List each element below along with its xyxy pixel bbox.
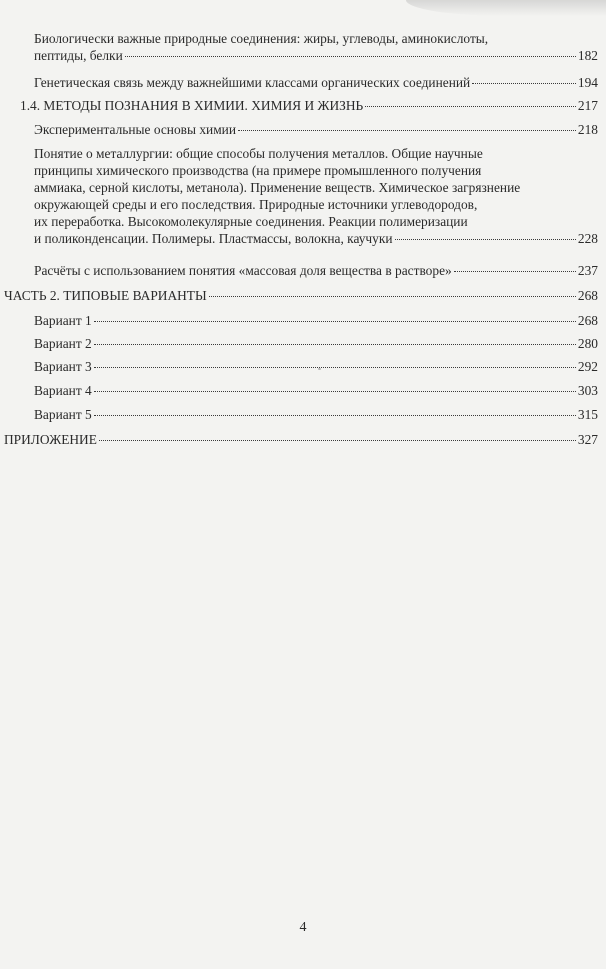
toc-entry-title: и поликонденсации. Полимеры. Пластмассы, волокна, каучуки xyxy=(34,231,393,246)
toc-entry-section-1-4 xyxy=(20,97,598,114)
toc-page-number: 280 xyxy=(577,336,598,351)
toc-entry-variant-4 xyxy=(34,382,598,399)
toc-entry-line: окружающей среды и его последствия. Природные источники углеводородов, xyxy=(34,197,478,212)
toc-page-number: 228 xyxy=(577,231,598,246)
toc-page-number: 292 xyxy=(577,359,598,374)
dot-leader xyxy=(94,415,576,416)
toc-entry-title: ПРИЛОЖЕНИЕ xyxy=(4,432,97,447)
toc-page-number: 237 xyxy=(577,263,598,278)
dot-leader xyxy=(125,56,576,57)
toc-entry-line: Понятие о металлургии: общие способы получения металлов. Общие научные xyxy=(34,146,483,161)
toc-entry-line: принципы химического производства (на примере промышленного получения xyxy=(34,163,482,178)
toc-entry-variant-3 xyxy=(34,358,598,375)
toc-entry-title: 1.4. МЕТОДЫ ПОЗНАНИЯ В ХИМИИ. ХИМИЯ И ЖИЗНЬ xyxy=(20,98,364,113)
toc-entry-experimental-basics xyxy=(34,121,598,138)
dot-leader xyxy=(472,83,576,84)
toc-page-number: 182 xyxy=(577,48,598,63)
toc-entry-metallurgy xyxy=(34,145,598,247)
toc-page-number: 194 xyxy=(577,75,598,90)
toc-page-number: 303 xyxy=(577,383,598,398)
toc-entry-title: Вариант 5 xyxy=(34,407,92,422)
toc-entry-biologically-important xyxy=(34,30,598,64)
toc-entry-mass-fraction xyxy=(34,262,598,279)
toc-page-number: 268 xyxy=(577,313,598,328)
toc-entry-title: Вариант 1 xyxy=(34,313,92,328)
toc-entry-line: аммиака, серной кислоты, метанола). Применение веществ. Химическое загрязнение xyxy=(34,180,521,195)
toc-entry-title: Экспериментальные основы химии xyxy=(34,122,236,137)
toc-entry-title: Вариант 4 xyxy=(34,383,92,398)
dot-leader xyxy=(209,296,576,297)
dot-leader xyxy=(395,239,576,240)
dot-leader xyxy=(238,130,576,131)
toc-entry-genetic-link xyxy=(34,74,598,91)
toc-entry-variant-5 xyxy=(34,406,598,423)
page-number: 4 xyxy=(299,920,307,935)
scan-edge-shadow xyxy=(406,0,606,16)
toc-entry-appendix xyxy=(4,431,598,448)
dot-leader xyxy=(365,106,576,107)
toc-page-number: 327 xyxy=(577,432,598,447)
dot-leader xyxy=(454,271,576,272)
toc-entry-title: Вариант 2 xyxy=(34,336,92,351)
scan-smudge xyxy=(318,368,321,370)
toc-entry-title: пептиды, белки xyxy=(34,48,123,63)
toc-entry-line: Биологически важные природные соединения: жиры, углеводы, аминокислоты, xyxy=(34,31,489,46)
toc-entry-title: ЧАСТЬ 2. ТИПОВЫЕ ВАРИАНТЫ xyxy=(4,288,207,303)
dot-leader xyxy=(94,367,576,368)
toc-entry-title: Расчёты с использованием понятия «массовая доля вещества в растворе» xyxy=(34,263,452,278)
toc-page-number: 217 xyxy=(577,98,598,113)
toc-page-number: 315 xyxy=(577,407,598,422)
toc-entry-title: Генетическая связь между важнейшими классами органических соединений xyxy=(34,75,471,90)
dot-leader xyxy=(94,321,576,322)
dot-leader xyxy=(94,344,576,345)
toc-entry-line: их переработка. Высокомолекулярные соединения. Реакции полимеризации xyxy=(34,214,468,229)
toc-entry-variant-1 xyxy=(34,312,598,329)
toc-page-number: 268 xyxy=(577,288,598,303)
toc-entry-part-2 xyxy=(4,287,598,304)
dot-leader xyxy=(99,440,576,441)
toc-entry-title: Вариант 3 xyxy=(34,359,92,374)
dot-leader xyxy=(94,391,576,392)
toc-page-number: 218 xyxy=(577,122,598,137)
toc-entry-variant-2 xyxy=(34,335,598,352)
